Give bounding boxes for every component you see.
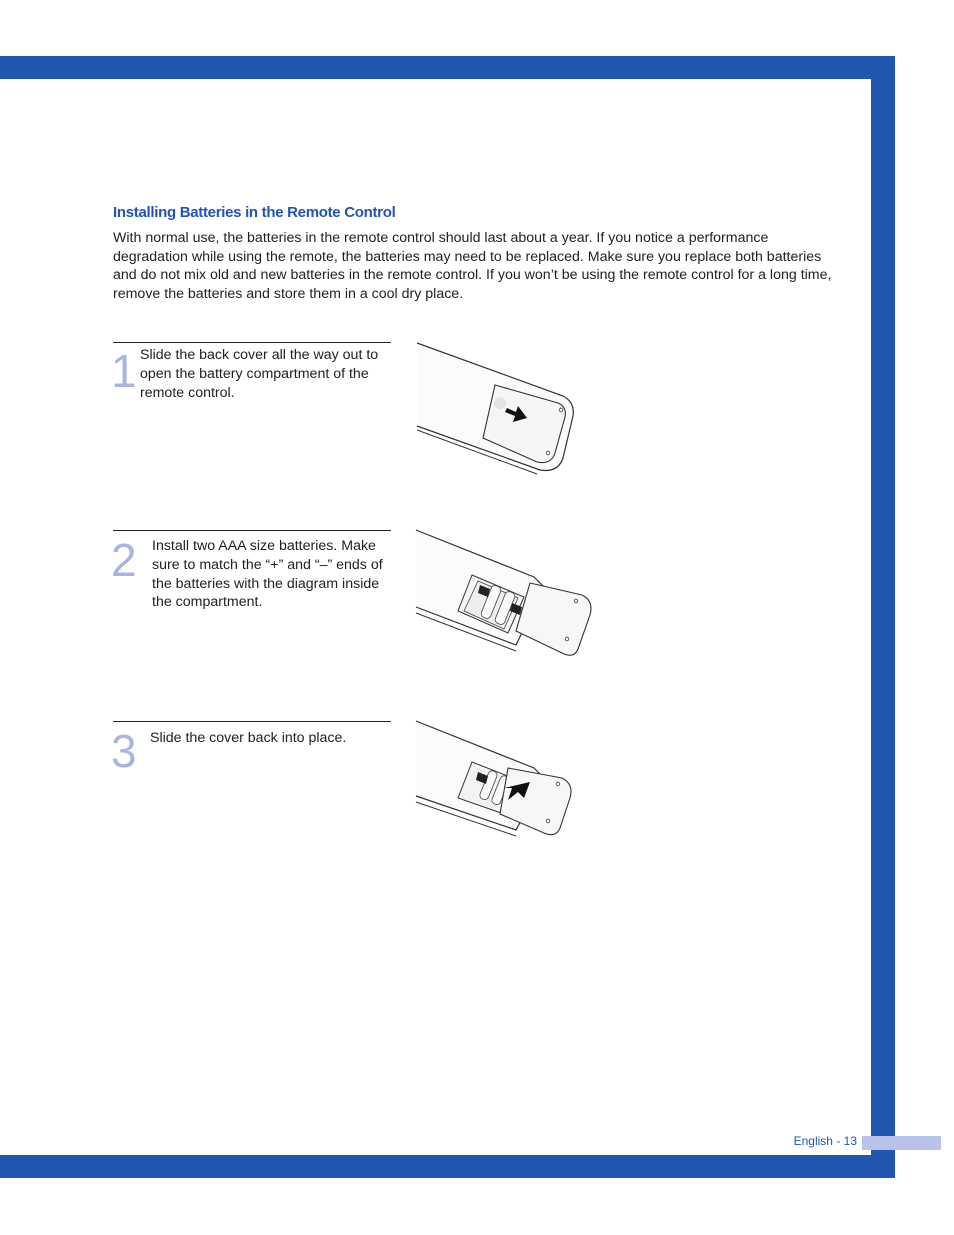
step-3-number: 3 [111,725,137,777]
right-bar [871,56,895,1178]
remote-batteries-illustration [412,527,597,662]
step-3-rule [113,721,391,722]
bottom-bar [0,1155,895,1178]
step-1-rule [113,342,391,343]
top-bar [0,56,895,79]
step-3-text: Slide the cover back into place. [150,730,347,746]
section-title: Installing Batteries in the Remote Control [113,204,396,221]
intro-paragraph: With normal use, the batteries in the remote control should last about a year. If you notice a performance degradation while using the remote, the batteries may need to be replaced. Make sure you replace both batteries and do not mix old and new batteries in the remote control. If you won’t be using the remote control for a long time, remove the batteries and store them in a cool dry place. [113,230,832,302]
step-1-number: 1 [111,345,137,397]
remote-cover-close-illustration [412,718,582,843]
step-2-rule [113,530,391,531]
remote-cover-open-illustration [415,340,580,475]
page-number: English - 13 [793,1134,857,1148]
step-2-text: Install two AAA size batteries. Make sure to match the “+” and “–” ends of the batteries with the diagram inside the compartment. [152,538,383,611]
step-1-text: Slide the back cover all the way out to open the battery compartment of the remote control. [140,347,379,401]
footer-tab [862,1136,941,1150]
step-2-number: 2 [111,534,137,586]
